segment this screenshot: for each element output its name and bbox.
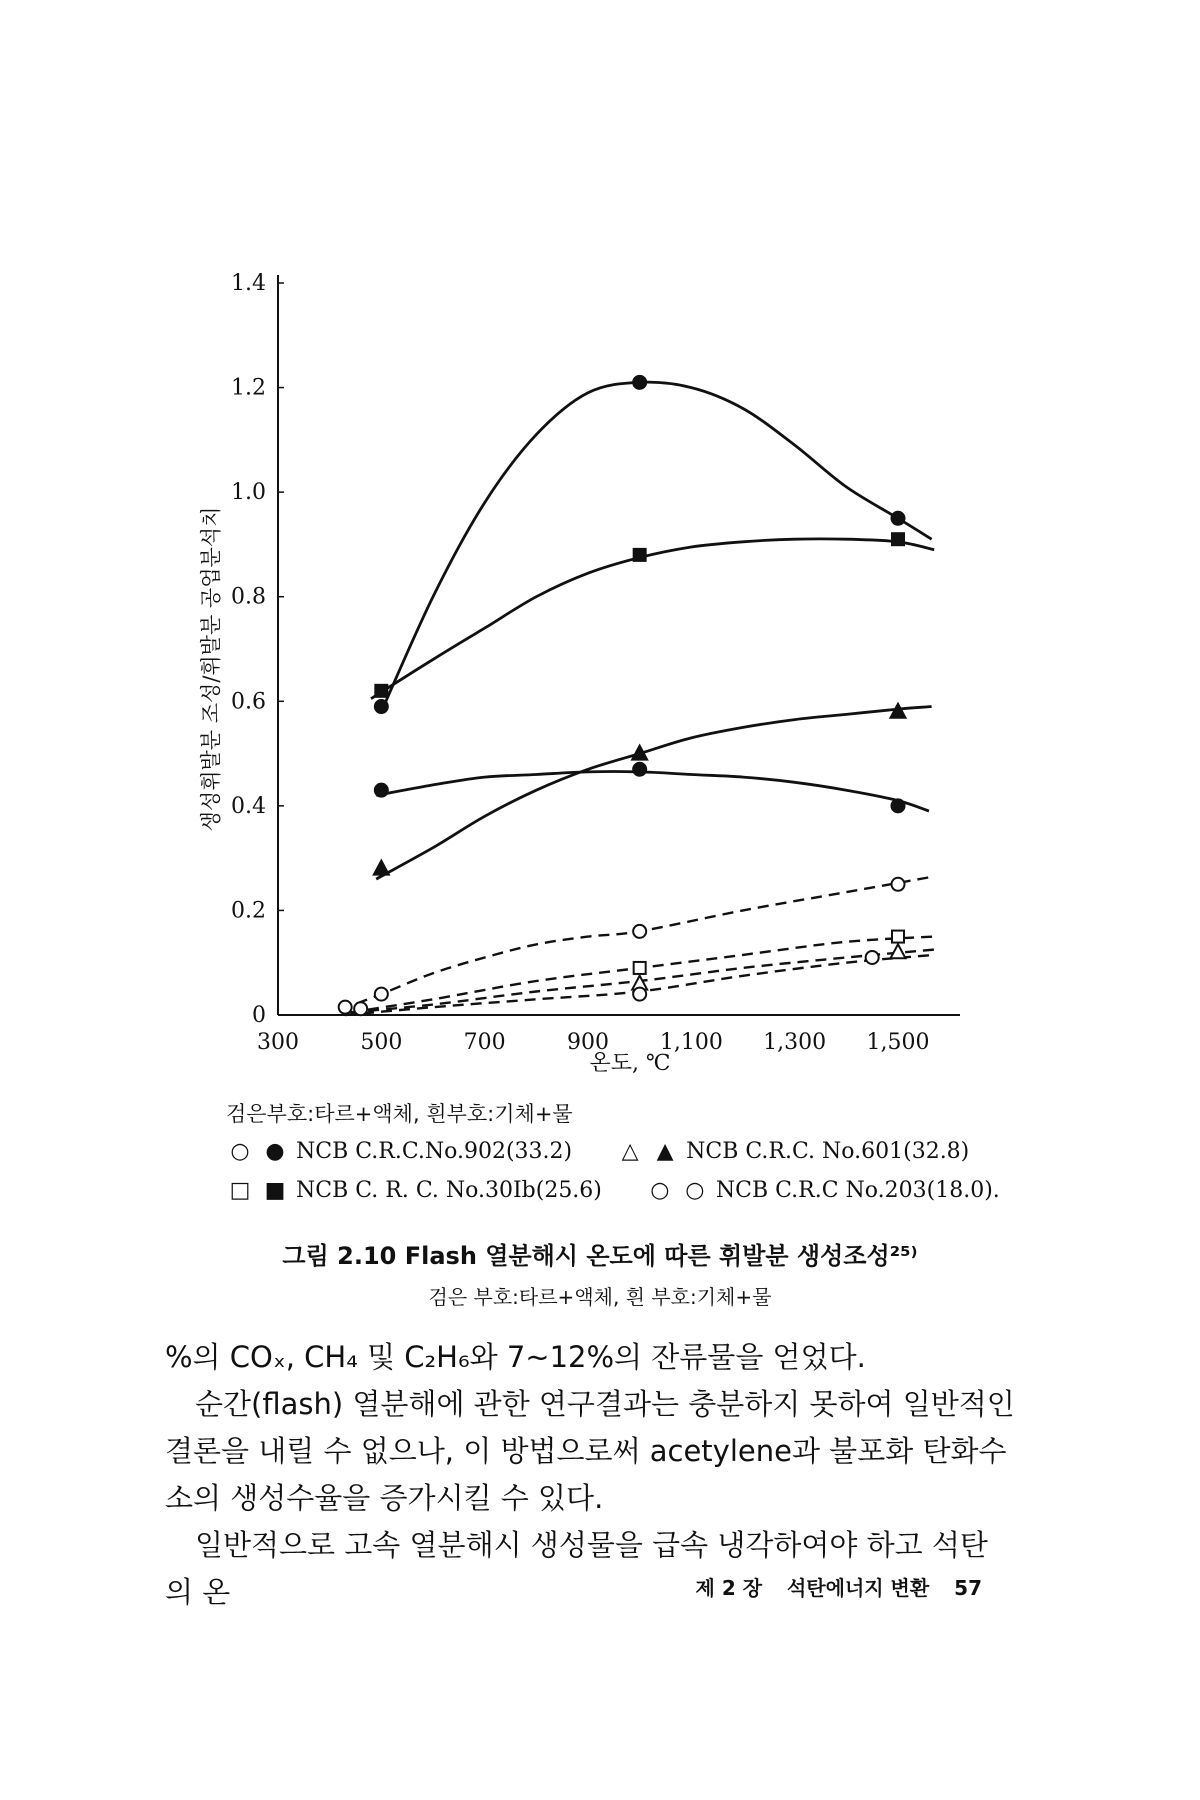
x-tick-label: 1,300 bbox=[763, 1030, 827, 1055]
legend-label-902: NCB C.R.C.No.902(33.2) bbox=[296, 1139, 573, 1164]
footer-section: 석탄에너지 변환 bbox=[786, 1576, 930, 1600]
open-circle-marker bbox=[866, 951, 879, 964]
y-tick-label: 0.6 bbox=[231, 689, 266, 715]
filled-square-marker bbox=[634, 549, 646, 561]
open-circle-icon: ○ bbox=[230, 1139, 250, 1164]
paragraph-3: 일반적으로 고속 열분해시 생성물을 급속 냉각하여야 하고 석탄의 온 bbox=[165, 1528, 988, 1609]
x-tick-label: 500 bbox=[360, 1030, 403, 1055]
y-tick-label: 1.4 bbox=[231, 271, 266, 296]
open-square-icon: □ bbox=[229, 1178, 251, 1203]
legend-label-301b: NCB C. R. C. No.30Ib(25.6) bbox=[296, 1178, 602, 1203]
legend-row-1 bbox=[226, 1139, 969, 1164]
page-footer bbox=[678, 1572, 982, 1601]
series-line bbox=[371, 539, 934, 699]
figure-caption-title: 그림 2.10 Flash 열분해시 온도에 따른 휘발분 생성조성²⁵⁾ bbox=[282, 1242, 918, 1270]
x-tick-label: 700 bbox=[463, 1030, 506, 1055]
filled-square-marker bbox=[892, 533, 904, 545]
y-tick-label: 1.2 bbox=[231, 375, 266, 401]
x-tick-label: 1,100 bbox=[659, 1030, 723, 1055]
y-tick-label: 0.2 bbox=[231, 898, 266, 924]
open-circle-marker bbox=[892, 878, 905, 891]
filled-circle-marker bbox=[633, 763, 646, 776]
open-circle-marker bbox=[339, 1001, 352, 1014]
legend-label-601: NCB C.R.C. No.601(32.8) bbox=[686, 1139, 970, 1164]
series-line bbox=[376, 772, 929, 812]
filled-circle-marker bbox=[892, 799, 905, 812]
open-circle-marker bbox=[354, 1002, 367, 1015]
legend-row-2 bbox=[226, 1178, 1000, 1203]
page-number: 57 bbox=[954, 1576, 982, 1600]
chart-curves bbox=[340, 382, 934, 1015]
open-pentagon-icon: ○ bbox=[650, 1178, 670, 1203]
y-tick-label: 0 bbox=[252, 1003, 266, 1028]
open-circle-marker bbox=[633, 925, 646, 938]
series-line bbox=[376, 707, 931, 880]
figure-caption-subtitle: 검은 부호:타르+액체, 흰 부호:기체+물 bbox=[428, 1285, 772, 1309]
chart-markers bbox=[339, 376, 906, 1015]
x-tick-label: 300 bbox=[257, 1030, 299, 1055]
y-axis-label: 생성휘발분 조성/휘발분 공업분석치 bbox=[199, 506, 223, 832]
open-circle-marker bbox=[633, 988, 646, 1001]
filled-circle-marker bbox=[633, 376, 646, 389]
open-circle-marker bbox=[375, 988, 388, 1001]
chart-ticks bbox=[231, 271, 929, 1055]
open-square-marker bbox=[634, 962, 646, 974]
x-axis-label: 온도, ℃ bbox=[589, 1051, 671, 1076]
filled-circle-marker bbox=[892, 512, 905, 525]
open-triangle-icon: △ bbox=[621, 1139, 639, 1164]
legend-header: 검은부호:타르+액체, 흰부호:기체+물 bbox=[226, 1102, 573, 1126]
open-circle-icon: ○ bbox=[685, 1178, 705, 1203]
x-tick-label: 900 bbox=[567, 1030, 609, 1055]
footer-chapter: 제 2 장 bbox=[695, 1576, 763, 1600]
paragraph-2: 순간(flash) 열분해에 관한 연구결과는 충분하지 못하여 일반적인 결론을 내릴 수 없으나, 이 방법으로써 acetylene과 불포화 탄화수소의 생성수율을 증가시킬 수 있다. bbox=[165, 1387, 1015, 1515]
paragraph-1: %의 COₓ, CH₄ 및 C₂H₆와 7∼12%의 잔류물을 얻었다. bbox=[165, 1340, 866, 1374]
filled-triangle-icon: ▲ bbox=[656, 1139, 674, 1164]
filled-circle-marker bbox=[375, 700, 388, 713]
y-tick-label: 1.0 bbox=[231, 480, 266, 506]
filled-square-marker bbox=[375, 685, 387, 697]
series-line bbox=[381, 382, 931, 712]
filled-triangle-marker bbox=[374, 861, 389, 875]
filled-circle-icon: ● bbox=[265, 1139, 285, 1164]
chart-axes bbox=[278, 275, 960, 1015]
filled-circle-marker bbox=[375, 784, 388, 797]
open-square-marker bbox=[892, 931, 904, 943]
y-tick-label: 0.8 bbox=[231, 584, 266, 610]
legend-label-203: NCB C.R.C No.203(18.0). bbox=[715, 1178, 1000, 1203]
open-triangle-marker bbox=[891, 944, 906, 958]
y-tick-label: 0.4 bbox=[231, 793, 266, 819]
x-tick-label: 1,500 bbox=[866, 1030, 930, 1055]
filled-square-icon: ■ bbox=[264, 1178, 286, 1203]
